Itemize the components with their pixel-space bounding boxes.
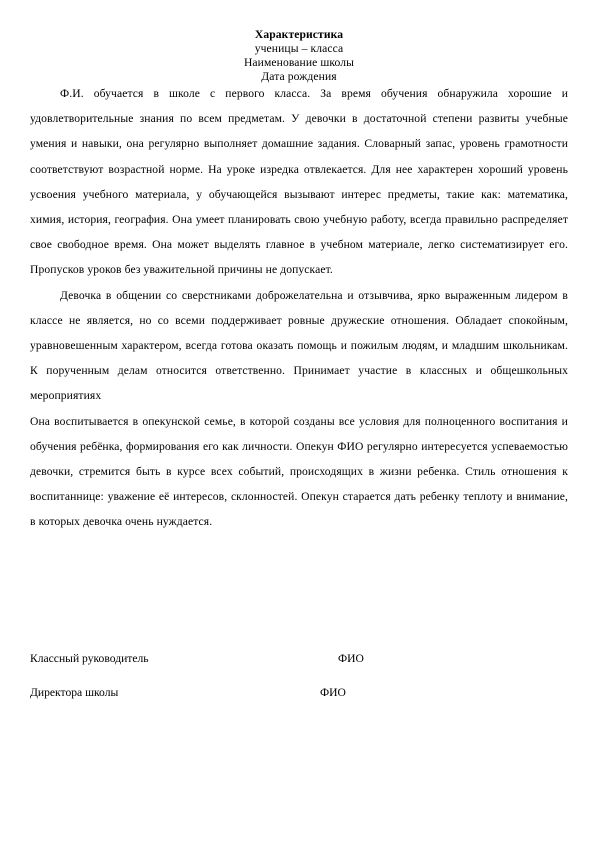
signature-role: Классный руководитель bbox=[30, 652, 149, 665]
signature-name: ФИО bbox=[338, 652, 364, 665]
signature-block bbox=[30, 652, 568, 720]
paragraph-social: Девочка в общении со сверстниками доброжелательна и отзывчива, ярко выраженным лидером в классе не является, но со всеми поддерживает ровные дружеские отношения. Обладает спокойным, уравновешенным характером, всегда готова оказать помощь и пожилым людям, и младшим школьникам. К порученным делам относится ответственно. Принимает участие в классных и общешкольных мероприятиях bbox=[30, 288, 568, 403]
student-class-line: ученицы – класса bbox=[254, 42, 344, 55]
signature-row-director bbox=[30, 686, 568, 720]
school-name-line: Наименование школы bbox=[243, 56, 355, 69]
document-title: Характеристика bbox=[254, 28, 344, 41]
signature-row-class-teacher bbox=[30, 652, 568, 686]
paragraph-academic: Ф.И. обучается в школе с первого класса. За время обучения обнаружила хорошие и удовлетворительные знания по всем предметам. У девочки в достаточной степени развиты учебные умения и навыки, она регулярно выполняет домашние задания. Словарный запас, уровень грамотности соответствуют возрастной норме. На уроке изредка отвлекается. Для нее характерен хороший уровень усвоения учебного материала, у обучающейся вызывают интерес предметы, такие как: математика, химия, история, география. Она умеет планировать свою учебную работу, всегда правильно распределяет свое свободное время. Она может выделять главное в учебном материале, легко систематизирует его. Пропусков уроков без уважительной причины не допускает. bbox=[30, 87, 568, 277]
document-header bbox=[30, 28, 568, 84]
document-body bbox=[30, 28, 568, 535]
paragraph-family: Она воспитывается в опекунской семье, в которой созданы все условия для полноценного воспитания и обучения ребёнка, формирования его как личности. Опекун ФИО регулярно интересуется успеваемостью девочки, стремится быть в курсе всех событий, происходящих в жизни ребенка. Стиль отношения к воспитаннице: уважение её интересов, склонностей. Опекун старается дать ребенку теплоту и внимание, в которых девочка очень нуждается. bbox=[30, 414, 568, 529]
signature-name: ФИО bbox=[320, 686, 346, 699]
signature-role: Директора школы bbox=[30, 686, 119, 699]
birth-date-line: Дата рождения bbox=[261, 70, 337, 83]
